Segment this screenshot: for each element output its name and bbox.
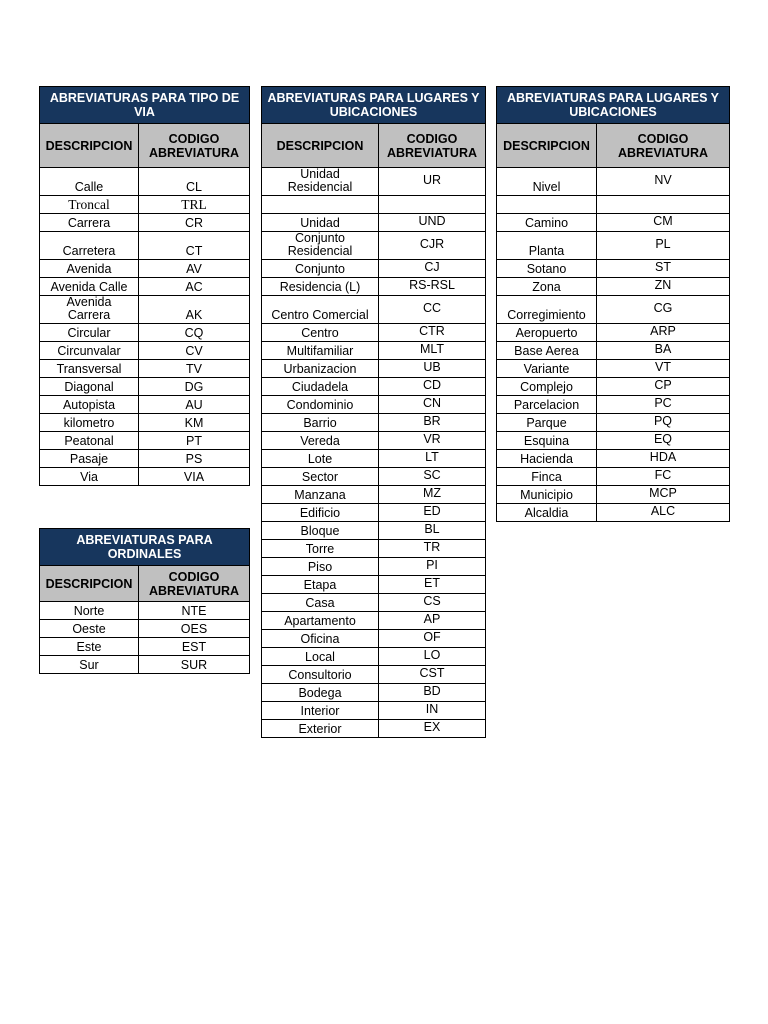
cell-codigo: CJ (379, 260, 486, 278)
cell-descripcion: Torre (262, 540, 379, 558)
cell-codigo: AP (379, 612, 486, 630)
cell-descripcion: Manzana (262, 486, 379, 504)
cell-codigo: CC (379, 296, 486, 324)
table-row (40, 414, 250, 432)
cell-codigo: CD (379, 378, 486, 396)
cell-descripcion: Zona (497, 278, 597, 296)
table-row (40, 232, 250, 260)
cell-codigo: CG (597, 296, 730, 324)
table-row (497, 296, 730, 324)
table-row (262, 360, 486, 378)
cell-codigo: CL (139, 168, 250, 196)
cell-codigo: EST (139, 638, 250, 656)
table-row (262, 396, 486, 414)
cell-codigo: ZN (597, 278, 730, 296)
table-row (40, 468, 250, 486)
cell-descripcion: Centro (262, 324, 379, 342)
cell-descripcion: Ciudadela (262, 378, 379, 396)
cell-codigo: AU (139, 396, 250, 414)
cell-codigo: UND (379, 214, 486, 232)
table-row (497, 396, 730, 414)
table-title: ABREVIATURAS PARA ORDINALES (40, 529, 250, 566)
table-row (40, 602, 250, 620)
cell-codigo: TV (139, 360, 250, 378)
cell-codigo: LT (379, 450, 486, 468)
cell-descripcion: Camino (497, 214, 597, 232)
cell-codigo: BA (597, 342, 730, 360)
table-row (497, 342, 730, 360)
cell-descripcion: Multifamiliar (262, 342, 379, 360)
cell-codigo: LO (379, 648, 486, 666)
cell-codigo: NTE (139, 602, 250, 620)
table-row (262, 594, 486, 612)
cell-descripcion: Esquina (497, 432, 597, 450)
cell-codigo: NV (597, 168, 730, 196)
cell-descripcion: Parcelacion (497, 396, 597, 414)
cell-codigo: IN (379, 702, 486, 720)
cell-descripcion: Autopista (40, 396, 139, 414)
table-row (262, 214, 486, 232)
cell-codigo: KM (139, 414, 250, 432)
cell-descripcion (262, 196, 379, 214)
cell-codigo: MLT (379, 342, 486, 360)
table-lugares-ubicaciones-2 (496, 86, 730, 522)
cell-codigo: CTR (379, 324, 486, 342)
cell-codigo: TRL (139, 196, 250, 214)
cell-codigo: BR (379, 414, 486, 432)
table-tipo-via (39, 86, 250, 486)
cell-descripcion: Corregimiento (497, 296, 597, 324)
cell-codigo: RS-RSL (379, 278, 486, 296)
cell-descripcion: Alcaldia (497, 504, 597, 522)
cell-codigo: CJR (379, 232, 486, 260)
cell-codigo: FC (597, 468, 730, 486)
cell-descripcion: Oficina (262, 630, 379, 648)
cell-codigo: OES (139, 620, 250, 638)
cell-descripcion: Lote (262, 450, 379, 468)
cell-codigo (597, 196, 730, 214)
cell-descripcion: Peatonal (40, 432, 139, 450)
cell-codigo: PI (379, 558, 486, 576)
cell-codigo: CV (139, 342, 250, 360)
table-row (262, 576, 486, 594)
cell-descripcion: Pasaje (40, 450, 139, 468)
cell-descripcion: Apartamento (262, 612, 379, 630)
table-row (497, 486, 730, 504)
table-row (40, 360, 250, 378)
cell-descripcion (497, 196, 597, 214)
cell-descripcion: Avenida Calle (40, 278, 139, 296)
cell-descripcion: Calle (40, 168, 139, 196)
table-row (262, 232, 486, 260)
cell-descripcion: Parque (497, 414, 597, 432)
cell-descripcion: Condominio (262, 396, 379, 414)
cell-descripcion: Residencia (L) (262, 278, 379, 296)
cell-codigo: AV (139, 260, 250, 278)
cell-descripcion: Avenida (40, 260, 139, 278)
table-row (262, 432, 486, 450)
cell-codigo: VIA (139, 468, 250, 486)
column-header-descripcion: DESCRIPCION (497, 124, 597, 168)
cell-descripcion: Planta (497, 232, 597, 260)
cell-codigo: ET (379, 576, 486, 594)
cell-descripcion: Sotano (497, 260, 597, 278)
cell-descripcion: Circunvalar (40, 342, 139, 360)
cell-codigo: PT (139, 432, 250, 450)
table-row (40, 620, 250, 638)
cell-descripcion: Avenida Carrera (40, 296, 139, 324)
table-row (262, 720, 486, 738)
table-row (40, 196, 250, 214)
cell-codigo: CST (379, 666, 486, 684)
cell-descripcion: Carretera (40, 232, 139, 260)
cell-descripcion: Municipio (497, 486, 597, 504)
table-row (497, 360, 730, 378)
cell-descripcion: Piso (262, 558, 379, 576)
cell-codigo: AK (139, 296, 250, 324)
table-row (40, 378, 250, 396)
cell-codigo: ED (379, 504, 486, 522)
cell-codigo: OF (379, 630, 486, 648)
cell-descripcion: Variante (497, 360, 597, 378)
cell-descripcion: Base Aerea (497, 342, 597, 360)
cell-descripcion: Centro Comercial (262, 296, 379, 324)
cell-codigo: BD (379, 684, 486, 702)
cell-descripcion: Etapa (262, 576, 379, 594)
cell-codigo: CN (379, 396, 486, 414)
column-header-codigo: CODIGO ABREVIATURA (379, 124, 486, 168)
cell-descripcion: Conjunto (262, 260, 379, 278)
cell-descripcion: Transversal (40, 360, 139, 378)
column-header-codigo: CODIGO ABREVIATURA (139, 566, 250, 602)
table-row (40, 324, 250, 342)
table-row (40, 450, 250, 468)
cell-descripcion: Complejo (497, 378, 597, 396)
cell-codigo: UB (379, 360, 486, 378)
table-row (40, 296, 250, 324)
cell-codigo: PQ (597, 414, 730, 432)
table-row (262, 168, 486, 196)
cell-descripcion: Exterior (262, 720, 379, 738)
cell-codigo: AC (139, 278, 250, 296)
cell-codigo: ALC (597, 504, 730, 522)
cell-codigo: PS (139, 450, 250, 468)
cell-descripcion: Unidad (262, 214, 379, 232)
table-row (262, 648, 486, 666)
column-header-descripcion: DESCRIPCION (262, 124, 379, 168)
table-row (497, 214, 730, 232)
table-ordinales (39, 528, 250, 674)
table-row (262, 414, 486, 432)
cell-descripcion: Interior (262, 702, 379, 720)
table-title: ABREVIATURAS PARA TIPO DE VIA (40, 87, 250, 124)
table-row (262, 468, 486, 486)
cell-codigo: MCP (597, 486, 730, 504)
column-header-codigo: CODIGO ABREVIATURA (597, 124, 730, 168)
table-row (262, 486, 486, 504)
cell-codigo: ARP (597, 324, 730, 342)
cell-descripcion: Carrera (40, 214, 139, 232)
cell-codigo: CT (139, 232, 250, 260)
cell-codigo: EX (379, 720, 486, 738)
table-row (262, 260, 486, 278)
table-row (262, 666, 486, 684)
table-row (262, 630, 486, 648)
table-row (262, 278, 486, 296)
cell-codigo: SC (379, 468, 486, 486)
table-title: ABREVIATURAS PARA LUGARES Y UBICACIONES (497, 87, 730, 124)
cell-descripcion: Edificio (262, 504, 379, 522)
table-row (497, 378, 730, 396)
table-row (40, 278, 250, 296)
table-row (497, 168, 730, 196)
column-header-descripcion: DESCRIPCION (40, 124, 139, 168)
cell-descripcion: Local (262, 648, 379, 666)
cell-codigo: CS (379, 594, 486, 612)
cell-descripcion: Sur (40, 656, 139, 674)
cell-codigo: ST (597, 260, 730, 278)
cell-descripcion: Barrio (262, 414, 379, 432)
column-header-codigo: CODIGO ABREVIATURA (139, 124, 250, 168)
table-row (40, 342, 250, 360)
table-row (262, 558, 486, 576)
table-row (262, 540, 486, 558)
cell-codigo: MZ (379, 486, 486, 504)
table-row (40, 656, 250, 674)
cell-descripcion: Sector (262, 468, 379, 486)
table-row (497, 450, 730, 468)
cell-descripcion: Troncal (40, 196, 139, 214)
cell-codigo: CM (597, 214, 730, 232)
cell-descripcion: Nivel (497, 168, 597, 196)
cell-codigo: CP (597, 378, 730, 396)
table-row (40, 260, 250, 278)
table-row (262, 522, 486, 540)
table-row (497, 232, 730, 260)
table-row (40, 638, 250, 656)
cell-descripcion: Finca (497, 468, 597, 486)
table-lugares-ubicaciones-1 (261, 86, 486, 738)
table-row (262, 196, 486, 214)
table-row (497, 414, 730, 432)
cell-codigo: EQ (597, 432, 730, 450)
cell-codigo: CR (139, 214, 250, 232)
cell-codigo: CQ (139, 324, 250, 342)
cell-codigo: HDA (597, 450, 730, 468)
cell-codigo: PL (597, 232, 730, 260)
cell-descripcion: Via (40, 468, 139, 486)
cell-descripcion: Vereda (262, 432, 379, 450)
table-row (262, 702, 486, 720)
cell-descripcion: Norte (40, 602, 139, 620)
cell-descripcion: Diagonal (40, 378, 139, 396)
cell-codigo: SUR (139, 656, 250, 674)
table-row (497, 504, 730, 522)
table-row (262, 450, 486, 468)
table-row (497, 324, 730, 342)
cell-descripcion: Hacienda (497, 450, 597, 468)
cell-descripcion: Conjunto Residencial (262, 232, 379, 260)
cell-descripcion: Aeropuerto (497, 324, 597, 342)
table-row (497, 196, 730, 214)
cell-descripcion: Bloque (262, 522, 379, 540)
cell-descripcion: kilometro (40, 414, 139, 432)
cell-codigo (379, 196, 486, 214)
table-row (262, 342, 486, 360)
cell-descripcion: Circular (40, 324, 139, 342)
cell-descripcion: Este (40, 638, 139, 656)
table-row (262, 324, 486, 342)
cell-descripcion: Unidad Residencial (262, 168, 379, 196)
cell-descripcion: Casa (262, 594, 379, 612)
table-row (497, 260, 730, 278)
table-row (40, 432, 250, 450)
table-row (262, 504, 486, 522)
table-row (262, 378, 486, 396)
cell-descripcion: Consultorio (262, 666, 379, 684)
cell-descripcion: Urbanizacion (262, 360, 379, 378)
table-row (40, 396, 250, 414)
cell-codigo: BL (379, 522, 486, 540)
cell-codigo: VR (379, 432, 486, 450)
cell-descripcion: Oeste (40, 620, 139, 638)
cell-codigo: PC (597, 396, 730, 414)
cell-codigo: VT (597, 360, 730, 378)
cell-codigo: TR (379, 540, 486, 558)
table-row (262, 296, 486, 324)
table-row (497, 278, 730, 296)
cell-codigo: UR (379, 168, 486, 196)
table-row (497, 468, 730, 486)
table-row (262, 612, 486, 630)
column-header-descripcion: DESCRIPCION (40, 566, 139, 602)
cell-descripcion: Bodega (262, 684, 379, 702)
table-row (497, 432, 730, 450)
table-row (262, 684, 486, 702)
table-row (40, 168, 250, 196)
cell-codigo: DG (139, 378, 250, 396)
table-row (40, 214, 250, 232)
table-title: ABREVIATURAS PARA LUGARES Y UBICACIONES (262, 87, 486, 124)
